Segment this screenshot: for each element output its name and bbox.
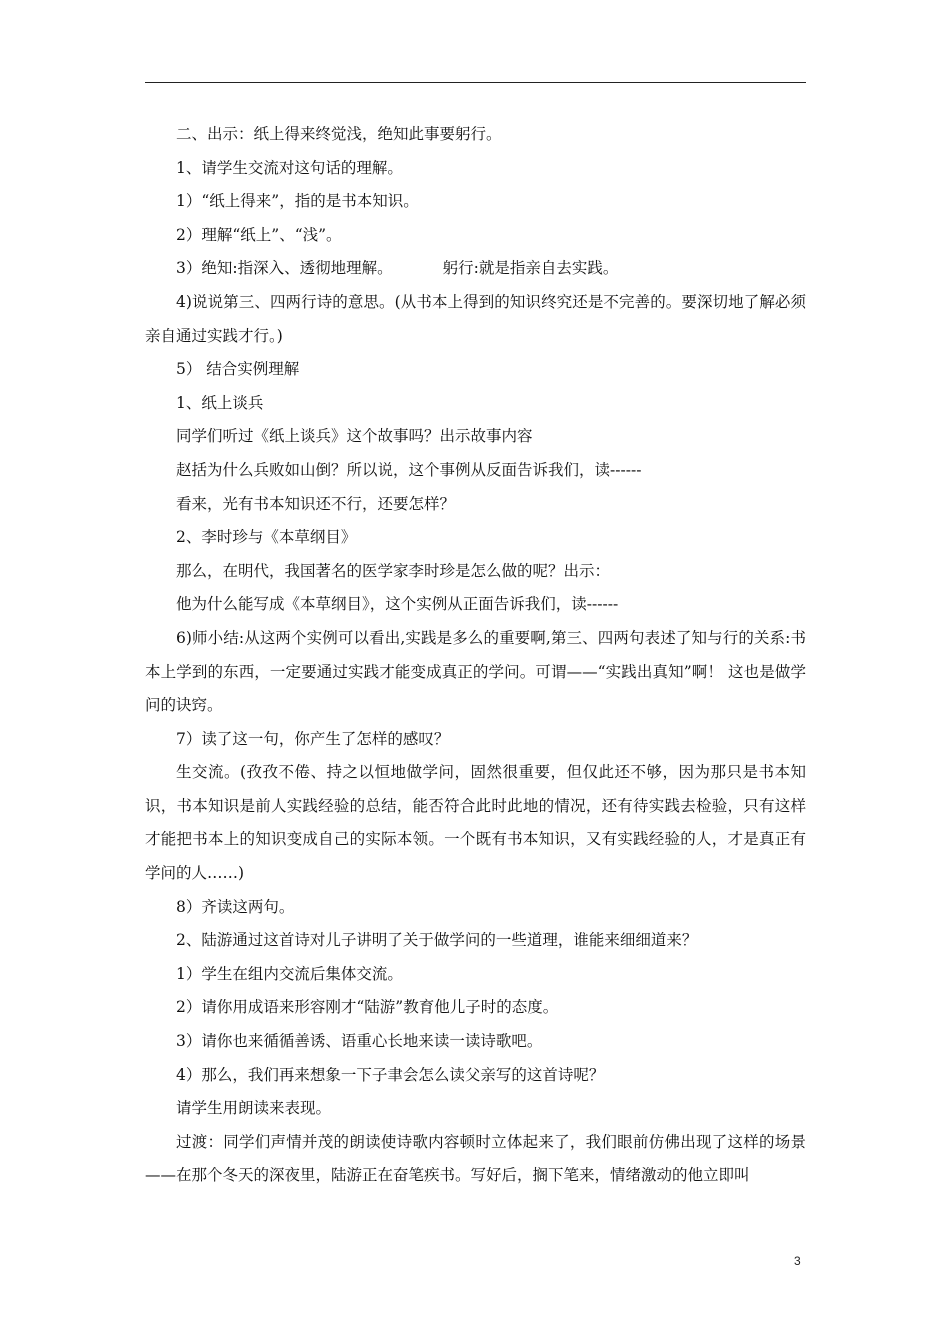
paragraph: 请学生用朗读来表现。 <box>176 1099 332 1118</box>
paragraph: 2）理解“纸上”、“浅”。 <box>176 225 342 244</box>
header-rule <box>145 82 806 83</box>
document-body <box>145 118 806 1193</box>
paragraph <box>145 252 806 286</box>
paragraph: 同学们听过《纸上谈兵》这个故事吗？出示故事内容 <box>176 427 533 446</box>
paragraph-part: 3）绝知:指深入、透彻地理解。 <box>176 259 393 278</box>
paragraph: 过渡：同学们声情并茂的朗读使诗歌内容顿时立体起来了，我们眼前仿佛出现了这样的场景——在那个冬天的深夜里，陆游正在奋笔疾书。写好后，搁下笔来，情绪激动的他立即叫 <box>145 1132 806 1185</box>
paragraph: 1）学生在组内交流后集体交流。 <box>176 964 403 983</box>
paragraph: 赵括为什么兵败如山倒？所以说，这个事例从反面告诉我们，读------ <box>176 460 642 479</box>
paragraph: 他为什么能写成《本草纲目》，这个实例从正面告诉我们，读------ <box>176 595 619 614</box>
paragraph: 7）读了这一句，你产生了怎样的感叹？ <box>176 729 450 748</box>
paragraph: 1、纸上谈兵 <box>176 393 264 412</box>
paragraph: 二、出示：纸上得来终觉浅，绝知此事要躬行。 <box>176 125 502 143</box>
page-number: 3 <box>794 1254 801 1268</box>
paragraph: 1、请学生交流对这句话的理解。 <box>176 158 403 177</box>
paragraph: 8）齐读这两句。 <box>176 897 295 916</box>
paragraph: 5） 结合实例理解 <box>176 360 300 379</box>
paragraph: 2、陆游通过这首诗对儿子讲明了关于做学问的一些道理，谁能来细细道来？ <box>176 931 698 950</box>
paragraph: 4)说说第三、四两行诗的意思。(从书本上得到的知识终究还是不完善的。要深切地了解必须亲自通过实践才行。) <box>145 292 806 345</box>
paragraph: 那么，在明代，我国著名的医学家李时珍是怎么做的呢？出示： <box>176 561 611 580</box>
paragraph: 4）那么，我们再来想象一下子聿会怎么读父亲写的这首诗呢？ <box>176 1065 605 1084</box>
paragraph: 6)师小结:从这两个实例可以看出,实践是多么的重要啊,第三、四两句表述了知与行的关系:书本上学到的东西，一定要通过实践才能变成真正的学问。可谓——“实践出真知”啊！ 这也是做学问的诀窍。 <box>145 628 806 715</box>
paragraph: 1）“纸上得来”，指的是书本知识。 <box>176 192 419 211</box>
paragraph: 2、李时珍与《本草纲目》 <box>176 528 357 547</box>
paragraph: 3）请你也来循循善诱、语重心长地来读一读诗歌吧。 <box>176 1032 543 1051</box>
paragraph-part: 躬行:就是指亲自去实践。 <box>442 259 619 278</box>
paragraph: 看来，光有书本知识还不行，还要怎样？ <box>176 494 456 513</box>
paragraph: 生交流。(孜孜不倦、持之以恒地做学问，固然很重要，但仅此还不够，因为那只是书本知识，书本知识是前人实践经验的总结，能否符合此时此地的情况，还有待实践去检验，只有这样才能把书本上的知识变成自己的实际本领。一个既有书本知识，又有实践经验的人，才是真正有学问的人……) <box>145 763 806 883</box>
paragraph: 2）请你用成语来形容刚才“陆游”教育他儿子时的态度。 <box>176 998 559 1017</box>
